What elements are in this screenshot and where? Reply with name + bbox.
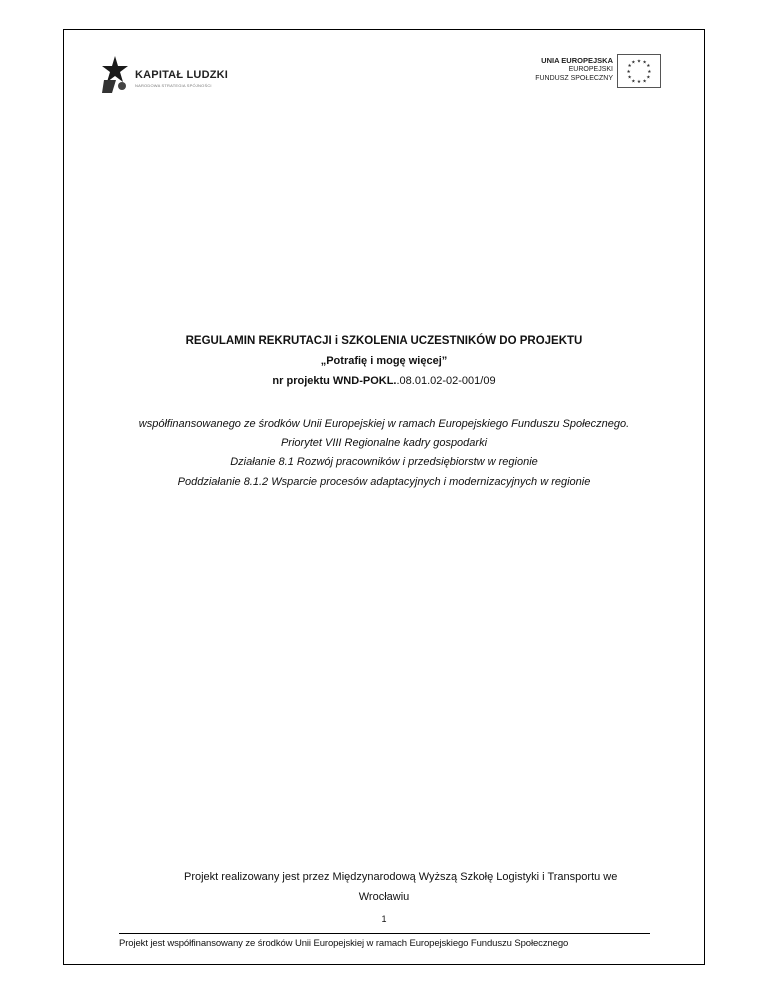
measure-line: Działanie 8.1 Rozwój pracowników i przedsiębiorstw w regionie: [230, 456, 538, 468]
svg-text:★: ★: [626, 69, 631, 75]
project-number: [63, 375, 705, 387]
eu-logo-line3: FUNDUSZ SPOŁECZNY: [535, 75, 613, 82]
footer-text: Projekt jest współfinansowany ze środków Unii Europejskiej w ramach Europejskiego Funduszu Społecznego: [119, 938, 569, 949]
implementer-line-1: Projekt realizowany jest przez Międzynarodową Wyższą Szkołę Logistyki i Transportu we: [184, 871, 618, 883]
eu-flag-icon: [617, 54, 661, 88]
project-number-value: .08.01.02-02-001/09: [396, 375, 496, 387]
document-title: REGULAMIN REKRUTACJI i SZKOLENIA UCZESTNIKÓW DO PROJEKTU: [185, 335, 583, 347]
svg-text:★: ★: [627, 64, 632, 70]
eu-logo-text: [535, 56, 613, 83]
svg-text:★: ★: [636, 80, 642, 86]
implementer-line-2: Wrocławiu: [358, 891, 410, 903]
kapital-ludzki-title: KAPITAŁ LUDZKI: [135, 69, 229, 81]
page-frame: [63, 29, 705, 965]
submeasure-line: Poddziałanie 8.1.2 Wsparcie procesów adaptacyjnych i modernizacyjnych w regionie: [177, 476, 591, 488]
svg-text:★: ★: [631, 79, 636, 85]
project-number-label: nr projektu WND-POKL.: [272, 375, 397, 387]
eu-logo: [520, 52, 665, 96]
svg-text:★: ★: [642, 79, 647, 85]
svg-text:★: ★: [627, 75, 632, 81]
eu-logo-line2: EUROPEJSKI: [568, 66, 613, 73]
kapital-ludzki-star-icon: [100, 54, 130, 94]
priority-line: Priorytet VIII Regionalne kadry gospodarki: [280, 437, 488, 449]
svg-text:★: ★: [646, 75, 651, 81]
page-number: 1: [381, 914, 387, 924]
svg-text:★: ★: [631, 60, 636, 66]
svg-text:★: ★: [636, 59, 642, 65]
kapital-ludzki-subtitle: NARODOWA STRATEGIA SPÓJNOŚCI: [135, 83, 212, 88]
kapital-ludzki-logo: [88, 46, 242, 110]
eu-logo-line1: UNIA EUROPEJSKA: [541, 56, 613, 65]
svg-text:★: ★: [647, 69, 652, 75]
svg-text:★: ★: [642, 60, 647, 66]
svg-text:★: ★: [646, 64, 651, 70]
project-name: „Potrafię i mogę więcej”: [320, 355, 448, 367]
footer-divider: [119, 933, 650, 934]
cofinancing-statement: współfinansowanego ze środków Unii Europejskiej w ramach Europejskiego Funduszu Społecznego.: [138, 418, 630, 430]
